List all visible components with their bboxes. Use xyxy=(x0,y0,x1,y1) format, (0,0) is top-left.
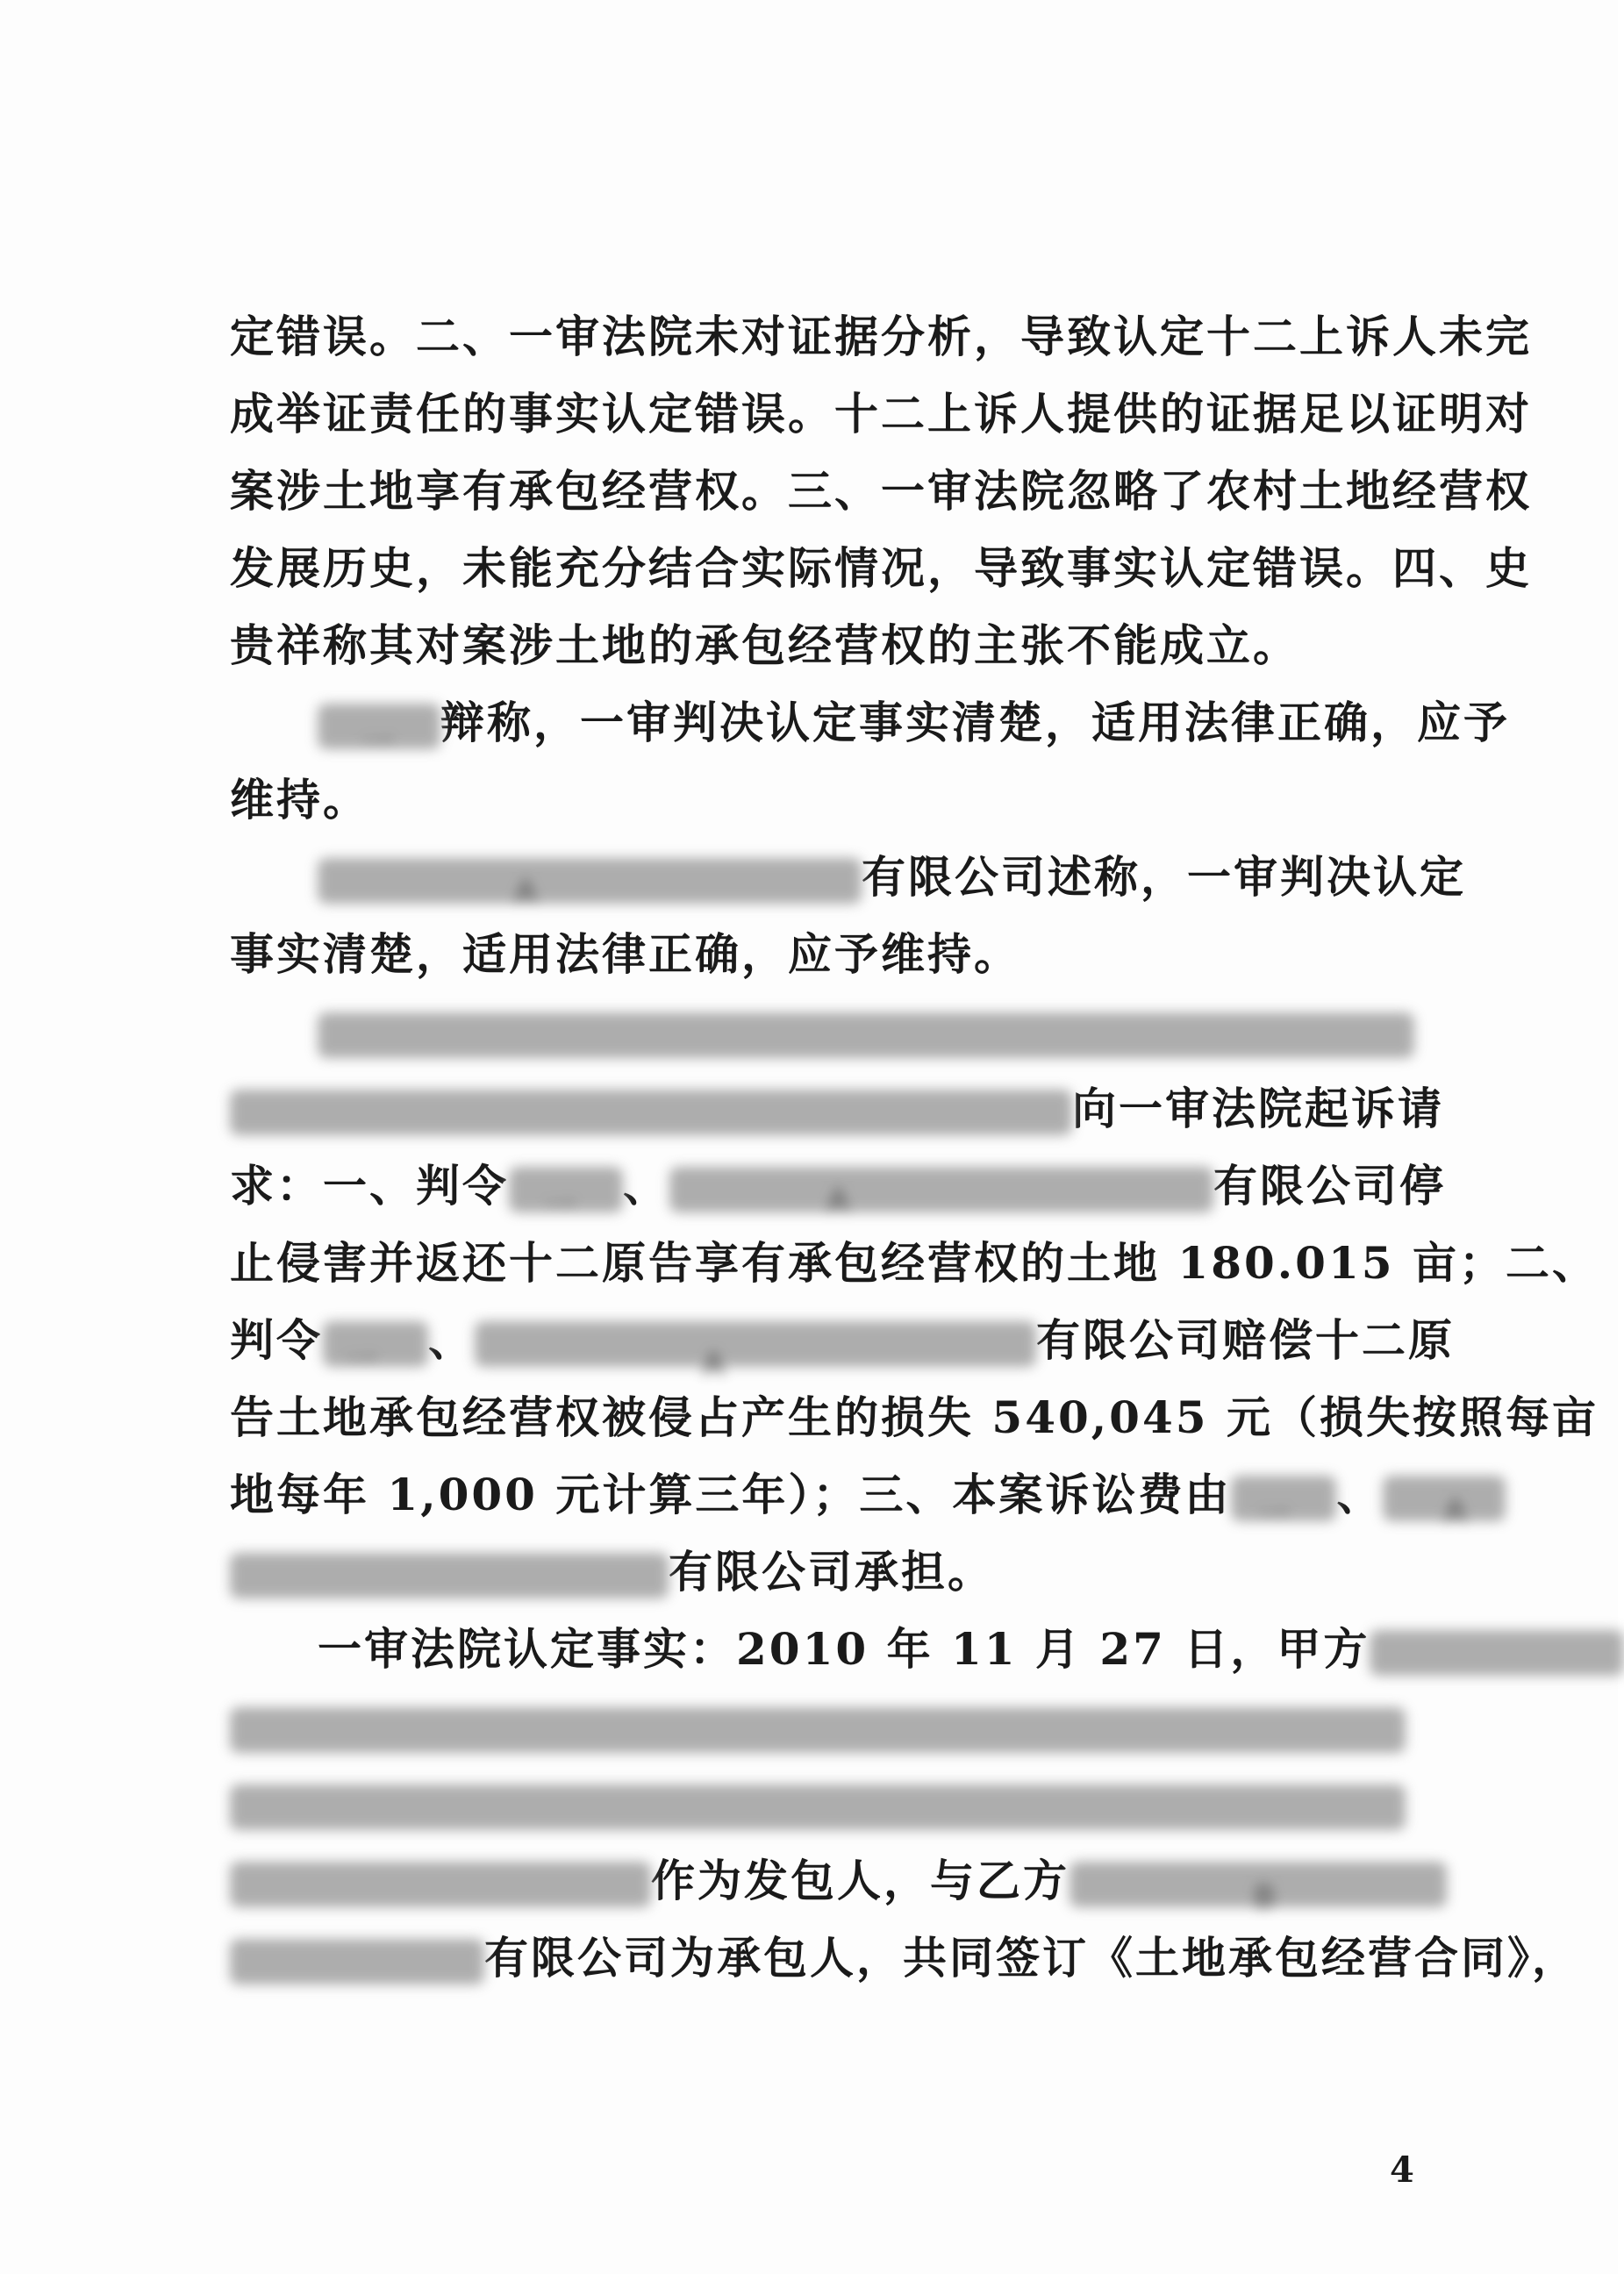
text-line: 定错误。二、一审法院未对证据分析，导致认定十二上诉人未完 xyxy=(230,311,1532,362)
text-line xyxy=(230,1765,1416,1842)
redacted-names-list xyxy=(318,1012,1414,1058)
redacted-company: A xyxy=(475,1321,1036,1367)
redacted-names-list xyxy=(230,1784,1406,1830)
text-line: 贵祥称其对案涉土地的承包经营权的主张不能成立。 xyxy=(230,619,1299,671)
text-line: 判令 一 、 A 有限公司赔偿十二原 xyxy=(230,1314,1455,1383)
text-line: 求：一、判令 一 、 A 有限公司停 xyxy=(230,1160,1446,1225)
text-line: 一审法院认定事实：2010 年 11 月 27 日，甲方 xyxy=(230,1611,1416,1688)
redacted-names-list xyxy=(230,1707,1406,1753)
text-line: 发展历史，未能充分结合实际情况，导致事实认定错误。四、史 xyxy=(230,542,1532,594)
redacted-name: 一 xyxy=(323,1321,428,1367)
page-number: 4 xyxy=(1390,2149,1414,2191)
text-line: 告土地承包经营权被侵占产生的损失 540,045 元（损失按照每亩 xyxy=(230,1391,1599,1443)
redacted-company: A xyxy=(1383,1476,1506,1521)
text-line: 成举证责任的事实认定错误。十二上诉人提供的证据足以证明对 xyxy=(230,388,1532,440)
redacted-names-list xyxy=(230,1090,1072,1135)
text-line: 一 辩称，一审判决认定事实清楚，适用法律正确，应予 xyxy=(230,684,1416,762)
body-text xyxy=(230,298,1599,1997)
redacted-company: A xyxy=(318,858,862,904)
redacted-company: B xyxy=(1070,1862,1447,1907)
text-line: 向一审法院起诉请 xyxy=(230,1070,1416,1148)
text-line: A 有限公司述称，一审判决认定 xyxy=(230,839,1416,916)
text-line: 事实清楚，适用法律正确，应予维持。 xyxy=(230,928,1020,980)
redacted-name: 一 xyxy=(509,1167,623,1212)
redacted-names-list xyxy=(230,1862,651,1907)
text-line: 地每年 1,000 元计算三年）；三、本案诉讼费由 一 、 A xyxy=(230,1456,1416,1534)
redacted-company xyxy=(230,1939,484,1984)
text-line xyxy=(230,1688,1416,1765)
redacted-company xyxy=(230,1553,669,1598)
text-line: 维持。 xyxy=(230,774,369,826)
text-line xyxy=(230,993,1416,1070)
redacted-name: 一 xyxy=(318,704,440,749)
text-line: 案涉土地享有承包经营权。三、一审法院忽略了农村土地经营权 xyxy=(230,465,1532,517)
text-line: 作为发包人，与乙方 B xyxy=(230,1842,1416,1920)
text-line: 有限公司为承包人，共同签订《土地承包经营合同》， xyxy=(230,1920,1416,1997)
redacted-company: A xyxy=(669,1167,1213,1212)
text-line: 止侵害并返还十二原告享有承包经营权的土地 180.015 亩；二、 xyxy=(230,1237,1599,1289)
redacted-party xyxy=(1370,1630,1624,1676)
text-line: 有限公司承担。 xyxy=(230,1534,1416,1611)
redacted-name: 一 xyxy=(1231,1476,1336,1521)
